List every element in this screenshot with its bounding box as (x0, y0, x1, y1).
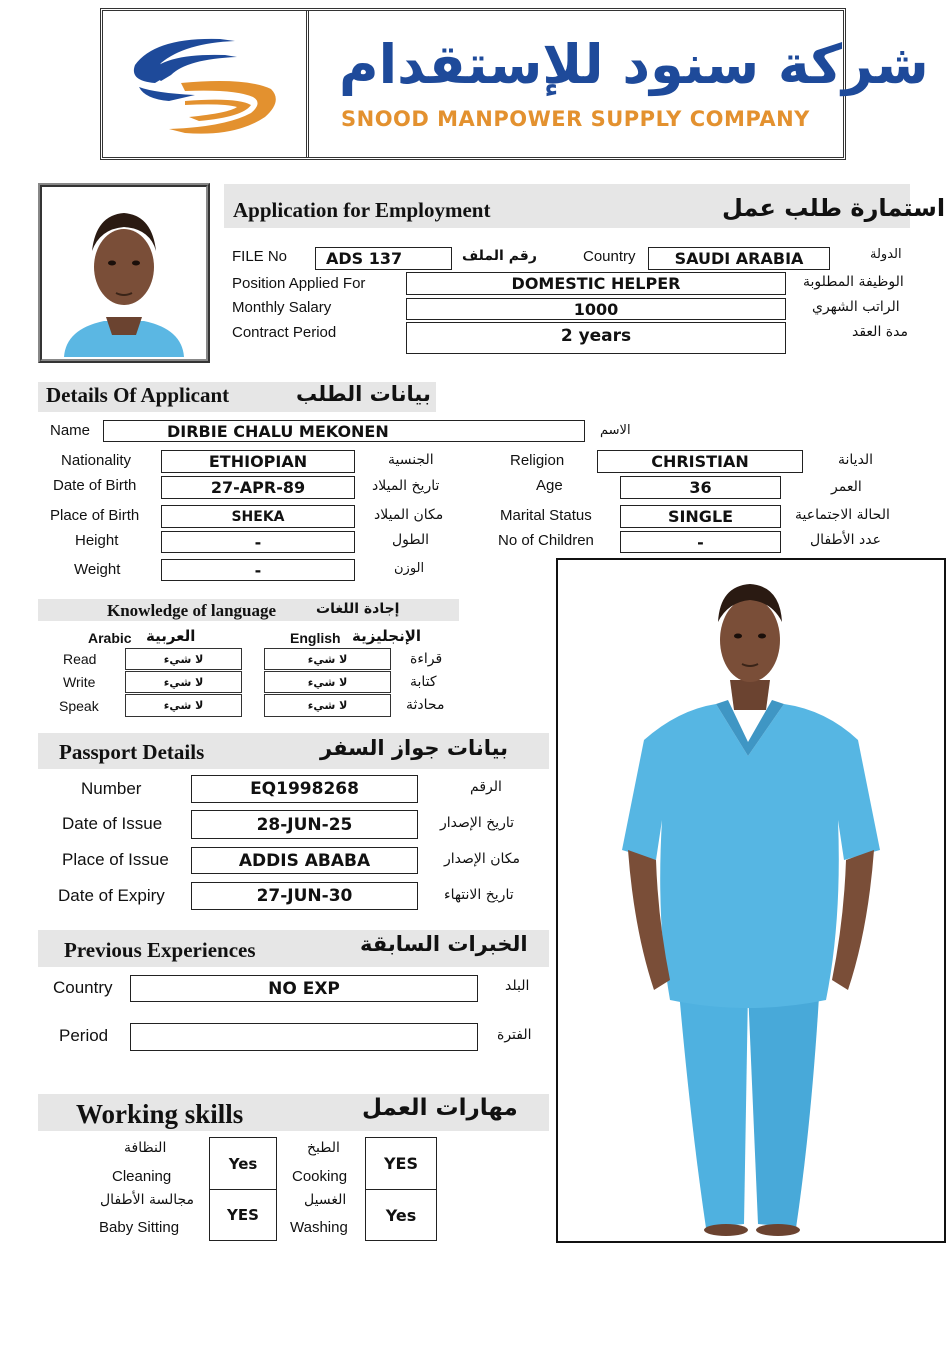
experience-country-value: NO EXP (130, 975, 478, 1002)
issue-place-label: Place of Issue (62, 850, 169, 869)
name-value: DIRBIE CHALU MEKONEN (103, 420, 585, 442)
contract-label: Contract Period (232, 324, 337, 341)
lang-row-speak-label-ar: محادثة (406, 697, 445, 713)
lang-row-read-label: Read (63, 651, 97, 667)
lang-row-speak-arabic: لا شيء (125, 694, 242, 717)
religion-value: CHRISTIAN (597, 450, 803, 473)
position-value: DOMESTIC HELPER (406, 272, 786, 295)
cooking-label-ar: الطبخ (307, 1140, 340, 1156)
babysitting-value: YES (209, 1189, 277, 1241)
children-label-ar: عدد الأطفال (810, 532, 881, 548)
country-value: SAUDI ARABIA (648, 247, 830, 270)
dob-label: Date of Birth (53, 477, 137, 494)
marital-value: SINGLE (620, 505, 781, 528)
lang-row-write-english: لا شيء (264, 671, 391, 693)
washing-value: Yes (365, 1189, 437, 1241)
dob-label-ar: تاريخ الميلاد (372, 478, 440, 494)
marital-label-ar: الحالة الاجتماعية (795, 507, 890, 523)
country-label-ar: الدولة (870, 247, 902, 262)
portrait-photo-frame (38, 183, 210, 363)
skills-title-en: Working skills (76, 1099, 244, 1129)
full-body-photo (558, 560, 944, 1241)
weight-value: - (161, 559, 355, 581)
age-value: 36 (620, 476, 781, 499)
washing-label-ar: الغسيل (304, 1192, 347, 1208)
washing-label: Washing (290, 1219, 348, 1236)
portrait-photo (44, 189, 204, 357)
issue-place-label-ar: مكان الإصدار (444, 851, 520, 867)
experience-period-label: Period (59, 1026, 109, 1045)
height-value: - (161, 531, 355, 553)
babysitting-label-ar: مجالسة الأطفال (100, 1192, 195, 1208)
passport-number-label-ar: الرقم (470, 779, 502, 795)
issue-date-value: 28-JUN-25 (191, 810, 418, 839)
cooking-value: YES (365, 1137, 437, 1190)
height-label: Height (75, 532, 119, 549)
issue-date-label-ar: تاريخ الإصدار (440, 815, 515, 831)
passport-number-label: Number (81, 779, 142, 798)
passport-title-ar: بيانات جواز السفر (320, 736, 509, 760)
arabic-col-en: Arabic (88, 630, 132, 646)
cleaning-label: Cleaning (112, 1168, 172, 1185)
religion-label-ar: الديانة (838, 452, 874, 468)
nationality-value: ETHIOPIAN (161, 450, 355, 473)
expiry-value: 27-JUN-30 (191, 882, 418, 910)
lang-row-read-label-ar: قراءة (410, 651, 443, 667)
file-no-label-ar: رقم الملف (462, 248, 537, 264)
file-no-value: ADS 137 (315, 247, 452, 270)
salary-label: Monthly Salary (232, 299, 332, 316)
lang-row-read-arabic: لا شيء (125, 648, 242, 670)
nationality-label: Nationality (61, 452, 132, 469)
experience-period-value (130, 1023, 478, 1051)
language-title-en: Knowledge of language (107, 601, 277, 620)
company-english-name: SNOOD MANPOWER SUPPLY COMPANY (341, 107, 810, 131)
arabic-col-ar: العربية (146, 627, 196, 645)
passport-number-value: EQ1998268 (191, 775, 418, 803)
experience-title-ar: الخبرات السابقة (360, 932, 528, 956)
pob-label-ar: مكان الميلاد (374, 507, 444, 523)
weight-label-ar: الوزن (394, 561, 425, 576)
lang-row-read-english: لا شيء (264, 648, 391, 670)
weight-label: Weight (74, 561, 121, 578)
nationality-label-ar: الجنسية (388, 452, 434, 468)
position-label: Position Applied For (232, 275, 366, 292)
children-value: - (620, 531, 781, 553)
dob-value: 27-APR-89 (161, 476, 355, 499)
lang-row-write-label: Write (63, 674, 96, 690)
expiry-label-ar: تاريخ الانتهاء (444, 887, 514, 903)
expiry-label: Date of Expiry (58, 886, 165, 905)
cleaning-value: Yes (209, 1137, 277, 1190)
name-label: Name (50, 422, 91, 439)
applicant-title-ar: بيانات الطلب (296, 382, 431, 406)
passport-title-en: Passport Details (59, 740, 205, 764)
position-label-ar: الوظيفة المطلوبة (803, 274, 904, 290)
application-title-en: Application for Employment (233, 198, 491, 222)
issue-place-value: ADDIS ABABA (191, 847, 418, 874)
lang-row-write-arabic: لا شيء (125, 671, 242, 693)
contract-label-ar: مدة العقد (852, 324, 908, 340)
experience-period-label-ar: الفترة (497, 1027, 532, 1043)
company-header (100, 8, 929, 160)
logo-box (103, 11, 309, 157)
company-arabic-name: شركة سنود للإستقدام (339, 33, 929, 96)
english-col-ar: الإنجليزية (352, 627, 422, 645)
age-label-ar: العمر (831, 479, 862, 495)
application-title-ar: استمارة طلب عمل (722, 194, 946, 222)
cooking-label: Cooking (292, 1168, 348, 1185)
name-label-ar: الاسم (600, 423, 631, 438)
english-col-en: English (290, 630, 341, 646)
applicant-title-en: Details Of Applicant (46, 383, 230, 407)
company-logo-icon (125, 25, 285, 145)
experience-country-label-ar: البلد (505, 978, 530, 994)
skills-title-ar: مهارات العمل (362, 1095, 518, 1121)
issue-date-label: Date of Issue (62, 814, 163, 833)
full-body-photo-frame (556, 558, 946, 1243)
country-label: Country (583, 248, 636, 265)
salary-label-ar: الراتب الشهري (812, 299, 900, 315)
pob-value: SHEKA (161, 505, 355, 528)
lang-row-speak-label: Speak (59, 698, 99, 714)
pob-label: Place of Birth (50, 507, 140, 524)
lang-row-write-label-ar: كتابة (410, 674, 437, 690)
experience-country-label: Country (53, 978, 113, 997)
age-label: Age (536, 477, 563, 494)
language-title-ar: إجادة اللغات (316, 601, 400, 617)
cleaning-label-ar: النظافة (124, 1140, 167, 1156)
salary-value: 1000 (406, 298, 786, 320)
lang-row-speak-english: لا شيء (264, 694, 391, 717)
height-label-ar: الطول (392, 532, 430, 548)
babysitting-label: Baby Sitting (99, 1219, 180, 1236)
marital-label: Marital Status (500, 507, 592, 524)
contract-value: 2 years (406, 322, 786, 354)
religion-label: Religion (510, 452, 565, 469)
children-label: No of Children (498, 532, 594, 549)
file-no-label: FILE No (232, 248, 288, 265)
experience-title-en: Previous Experiences (64, 938, 256, 962)
